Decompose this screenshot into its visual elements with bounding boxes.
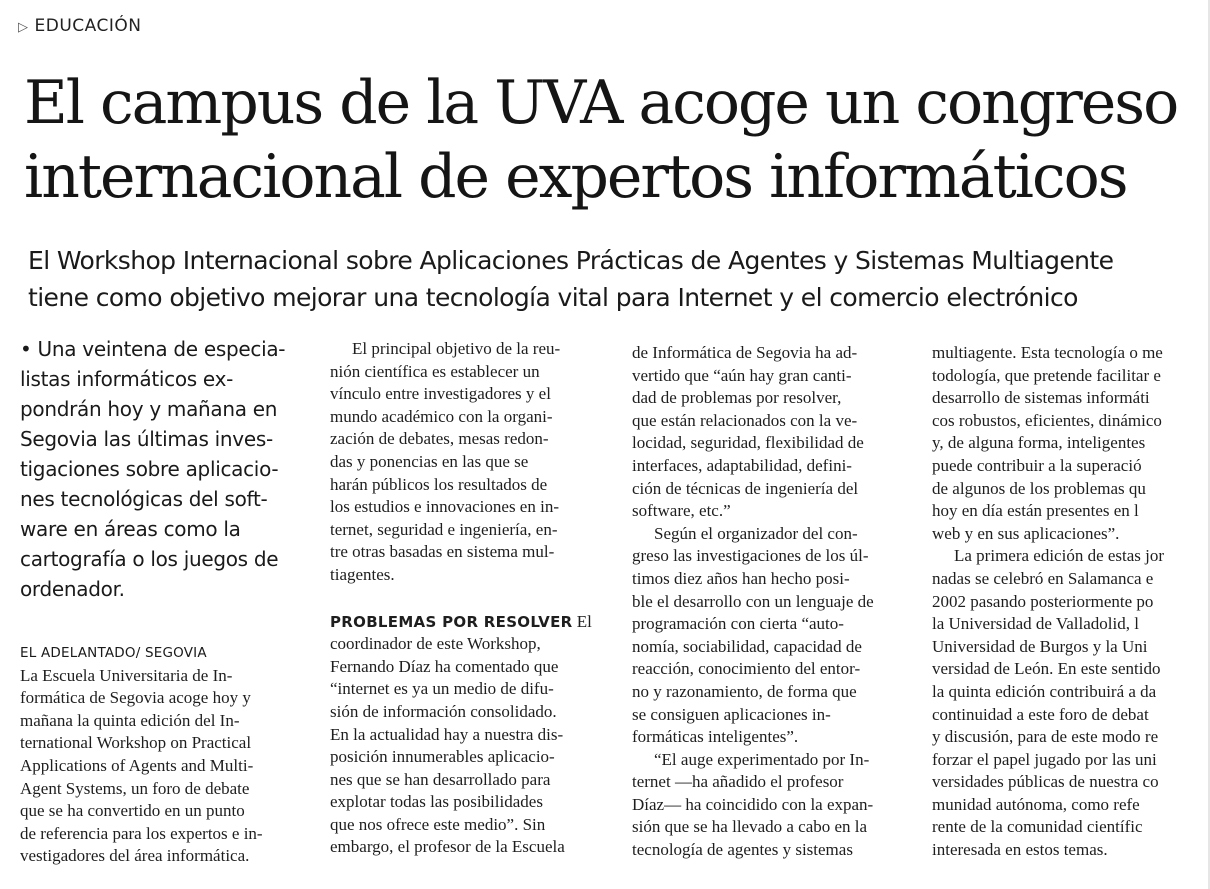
section-label	[18, 16, 141, 36]
body-line: forzar el papel jugado por las uni	[932, 749, 1157, 769]
body-line: ción de técnicas de ingeniería del	[632, 478, 859, 498]
body-line: nomía, sociabilidad, capacidad de	[632, 636, 862, 656]
body-line: greso las investigaciones de los úl-	[632, 546, 869, 566]
body-line: Según el organizador del con-	[654, 523, 858, 543]
triangle-bullet-icon: ▷	[18, 20, 29, 35]
column-1-body	[20, 665, 302, 868]
body-line: tre otras basadas en sistema mul-	[330, 542, 555, 562]
summary-line: listas informáticos ex-	[20, 367, 234, 391]
body-line: de Informática de Segovia ha ad-	[632, 343, 858, 362]
body-line: El principal objetivo de la reu-	[352, 339, 561, 358]
body-line: embargo, el profesor de la Escuela	[330, 837, 565, 857]
body-line: programación con cierta “auto-	[632, 614, 844, 634]
body-line: versidades públicas de nuestra co	[932, 772, 1159, 792]
byline-place: / SEGOVIA	[135, 645, 207, 661]
body-line: Agent Systems, un foro de debate	[20, 778, 250, 798]
body-line: de referencia para los expertos e in-	[20, 823, 263, 843]
body-line: de algunos de los problemas qu	[932, 478, 1146, 498]
body-line: nadas se celebró en Salamanca e	[932, 568, 1154, 588]
article-column-2	[330, 338, 608, 859]
body-line: sión de información consolidado.	[330, 701, 557, 721]
body-line: cos robustos, eficientes, dinámico	[932, 410, 1162, 430]
body-line: En la actualidad hay a nuestra dis-	[330, 724, 564, 744]
article-column-3	[632, 342, 910, 862]
body-line: sión que se ha llevado a cabo en la	[632, 817, 868, 837]
byline	[20, 642, 302, 665]
body-line: tecnología de agentes y sistemas	[632, 840, 853, 860]
deck-subtitle	[28, 242, 1198, 316]
body-line: puede contribuir a la superació	[932, 455, 1142, 475]
body-line: locidad, seguridad, flexibilidad de	[632, 433, 864, 453]
body-line: la Universidad de Valladolid, l	[932, 614, 1139, 634]
body-line: reacción, conocimiento del entor-	[632, 659, 861, 679]
body-line: vínculo entre investigadores y el	[330, 384, 551, 404]
body-line: interesada en estos temas.	[932, 840, 1108, 860]
body-line: versidad de León. En este sentido	[932, 659, 1161, 679]
body-line: munidad autónoma, como refe	[932, 794, 1140, 814]
body-line: “El auge experimentado por In-	[654, 749, 870, 769]
body-line: continuidad a este foro de debat	[932, 704, 1149, 724]
body-line: interfaces, adaptabilidad, defini-	[632, 455, 852, 475]
body-line-start: El	[572, 611, 592, 631]
body-line: Universidad de Burgos y la Uni	[932, 636, 1148, 656]
body-line: web y en sus aplicaciones”.	[932, 523, 1120, 543]
body-line: se consiguen aplicaciones in-	[632, 704, 831, 724]
body-line: das y ponencias en las que se	[330, 451, 529, 471]
section-label-text: EDUCACIÓN	[34, 16, 142, 36]
body-line: los estudios e innovaciones en in-	[330, 497, 559, 517]
body-line: ble el desarrollo con un lenguaje de	[632, 591, 874, 611]
body-line: harán públicos los resultados de	[330, 474, 548, 494]
body-line: vestigadores del área informática.	[20, 846, 250, 866]
body-line: nión científica es establecer un	[330, 361, 540, 381]
body-line: zación de debates, mesas redon-	[330, 429, 549, 449]
body-line: mundo académico con la organi-	[330, 406, 553, 426]
body-line: multiagente. Esta tecnología o me	[932, 343, 1163, 362]
deck-line-2: tiene como objetivo mejorar una tecnología vital para Internet y el comercio electrónico	[28, 283, 1078, 312]
summary-line: tigaciones sobre aplicacio-	[20, 457, 279, 481]
body-line: posición innumerables aplicacio-	[330, 747, 555, 767]
body-line: ternet, seguridad e ingeniería, en-	[330, 519, 558, 539]
body-line: nes que se han desarrollado para	[330, 769, 551, 789]
body-line: desarrollo de sistemas informáti	[932, 388, 1150, 408]
headline-line-1: El campus de la UVA acoge un congreso	[24, 68, 1178, 138]
byline-outlet: EL ADELANTADO	[20, 645, 136, 661]
body-line: y discusión, para de este modo re	[932, 727, 1159, 747]
body-line: y, de alguna forma, inteligentes	[932, 433, 1146, 453]
body-line: “internet es ya un medio de difu-	[330, 679, 554, 699]
body-line: dad de problemas por resolver,	[632, 388, 842, 408]
article-column-1	[20, 334, 302, 868]
body-line: ternet —ha añadido el profesor	[632, 772, 844, 792]
body-line: formáticas inteligentes”.	[632, 727, 799, 747]
subhead-line	[330, 611, 608, 634]
body-line: tiagentes.	[330, 564, 395, 584]
subhead: PROBLEMAS POR RESOLVER	[330, 612, 573, 631]
summary-line: cartografía o los juegos de	[20, 547, 279, 571]
summary-line: Segovia las últimas inves-	[20, 427, 273, 451]
body-line: formática de Segovia acoge hoy y	[20, 688, 251, 708]
body-line: explotar todas las posibilidades	[330, 792, 543, 812]
summary-line: pondrán hoy y mañana en	[20, 397, 278, 421]
body-line: hoy en día están presentes en l	[932, 501, 1139, 521]
body-line: rente de la comunidad científic	[932, 817, 1143, 837]
summary-box	[20, 334, 302, 604]
body-line: coordinador de este Workshop,	[330, 634, 541, 654]
body-line: que están relacionados con la ve-	[632, 410, 858, 430]
body-line: software, etc.”	[632, 501, 731, 521]
body-line: no y razonamiento, de forma que	[632, 681, 857, 701]
body-line: Applications of Agents and Multi-	[20, 755, 254, 775]
body-line: La primera edición de estas jor	[954, 546, 1165, 566]
summary-line: ware en áreas como la	[20, 517, 241, 541]
summary-line: • Una veintena de especia-	[20, 337, 286, 361]
headline-line-2: internacional de expertos informáticos	[24, 142, 1127, 212]
summary-line: ordenador.	[20, 577, 125, 601]
summary-line: nes tecnológicas del soft-	[20, 487, 268, 511]
body-line: La Escuela Universitaria de In-	[20, 665, 233, 685]
body-line: Díaz— ha coincidido con la expan-	[632, 794, 874, 814]
body-line: timos diez años han hecho posi-	[632, 568, 850, 588]
body-line: la quinta edición contribuirá a da	[932, 681, 1157, 701]
headline	[24, 66, 1206, 214]
body-line: Fernando Díaz ha comentado que	[330, 656, 559, 676]
body-line: todología, que pretende facilitar e	[932, 365, 1161, 385]
body-line: mañana la quinta edición del In-	[20, 710, 240, 730]
body-line: ternational Workshop on Practical	[20, 733, 252, 753]
body-line: 2002 pasando posteriormente po	[932, 591, 1154, 611]
body-line: que se ha convertido en un punto	[20, 801, 245, 821]
article-column-4	[932, 342, 1210, 862]
body-line: que nos ofrece este medio”. Sin	[330, 814, 546, 834]
body-line: vertido que “aún hay gran canti-	[632, 365, 852, 385]
deck-line-1: El Workshop Internacional sobre Aplicaciones Prácticas de Agentes y Sistemas Multiagente	[28, 246, 1114, 275]
